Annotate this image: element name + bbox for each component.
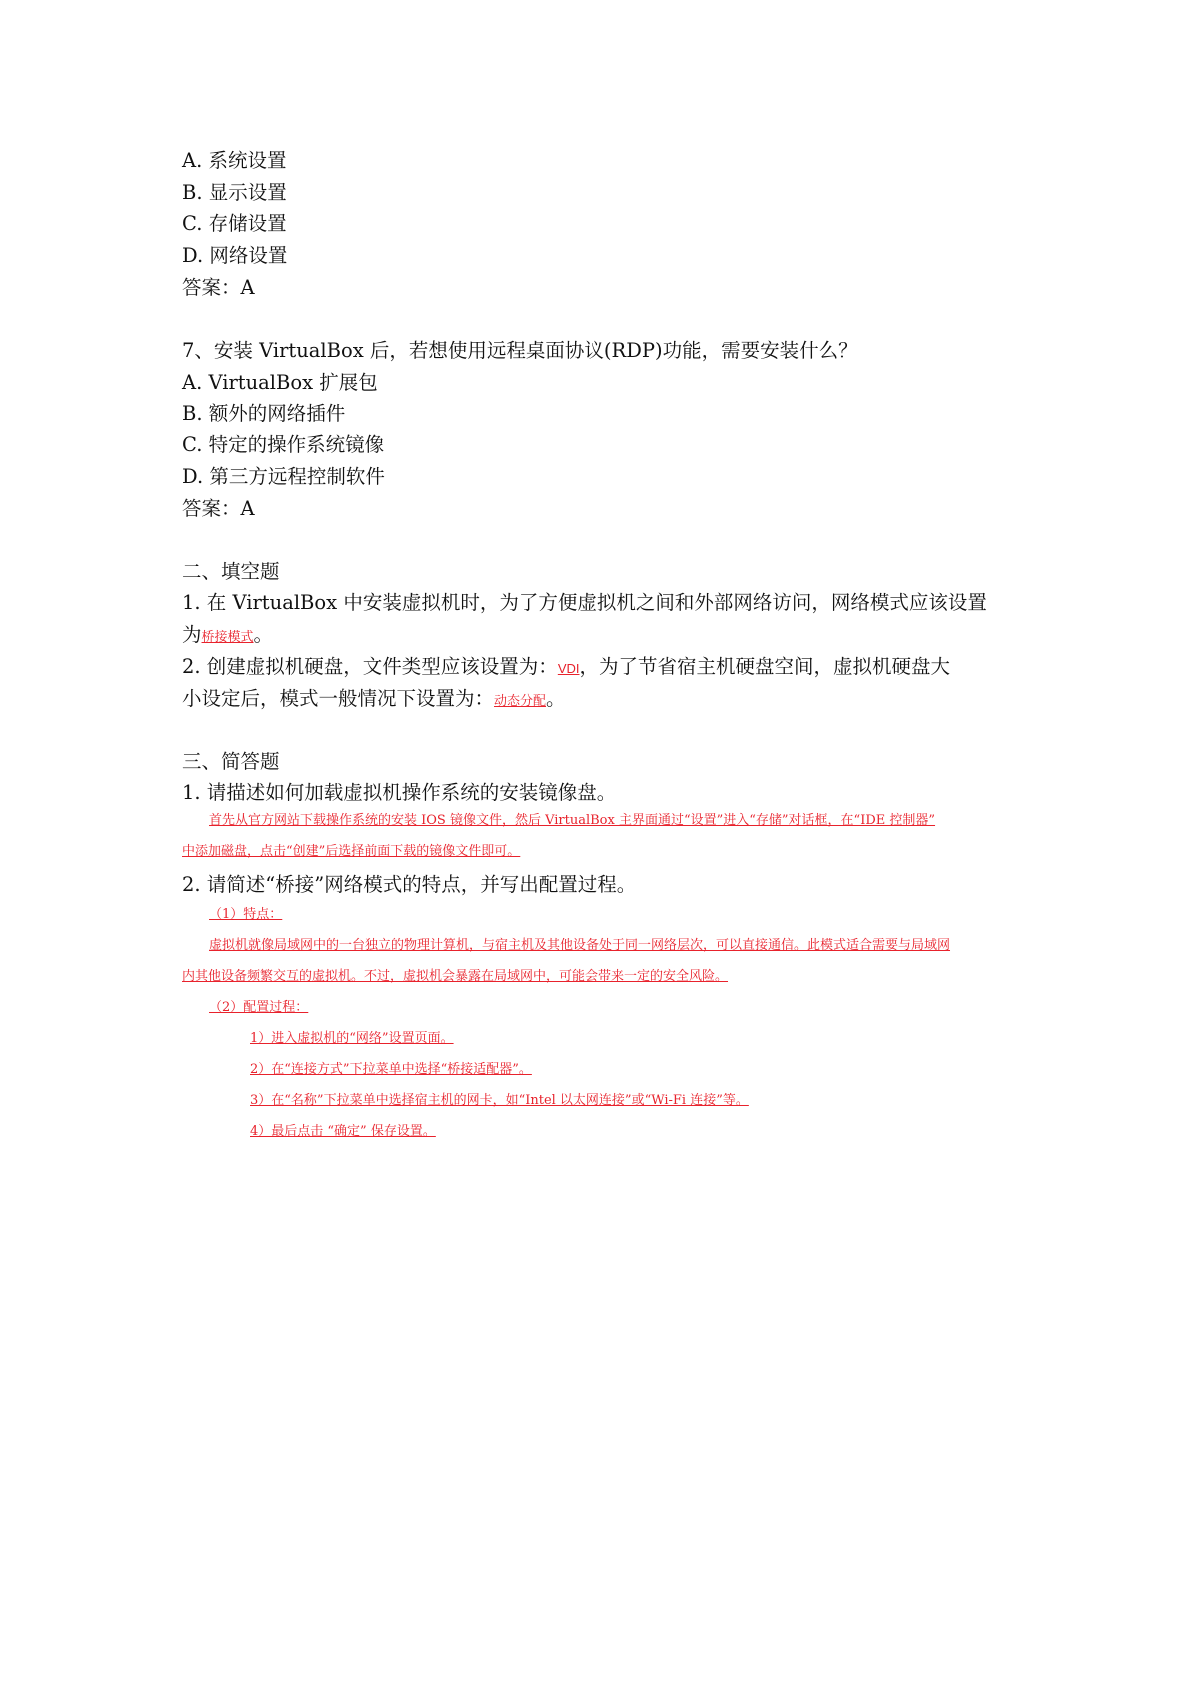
fill-section-title: 二、填空题 [182,560,280,583]
fill-q1-line1: 1. 在 VirtualBox 中安装虚拟机时，为了方便虚拟机之间和外部网络访问，网络模式应该设置 [182,591,987,614]
q6-option-b: B. 显示设置 [182,181,287,204]
q7-question: 7、安装 VirtualBox 后，若想使用远程桌面协议(RDP)功能，需要安装什么？ [182,339,858,362]
q7-option-d: D. 第三方远程控制软件 [182,465,385,488]
q7-option-a: A. VirtualBox 扩展包 [182,371,378,394]
fill-q1-prefix: 为 [182,623,202,646]
fill-q2-prefix: 2. 创建虚拟机硬盘，文件类型应该设置为： [182,655,558,678]
fill-q1-answer: 桥接模式 [201,630,254,645]
short-q2-feature-line2: 内其他设备频繁交互的虚拟机。不过，虚拟机会暴露在局域网中，可能会带来一定的安全风险。 [182,969,729,984]
q6-option-a: A. 系统设置 [182,149,287,172]
short-q1: 1. 请描述如何加载虚拟机操作系统的安装镜像盘。 [182,781,617,804]
short-q2-step-4: 4）最后点击 “确定” 保存设置。 [250,1124,436,1139]
q6-answer: 答案：A [182,276,255,299]
short-q2-step-2: 2）在“连接方式”下拉菜单中选择“桥接适配器”。 [250,1062,532,1077]
fill-q2-answer-dynamic: 动态分配 [494,694,547,709]
short-q2-step-1: 1）进入虚拟机的“网络”设置页面。 [250,1031,454,1046]
fill-q2-line2-suffix: 。 [546,687,566,710]
short-q2-feature-title: （1）特点： [209,907,283,922]
fill-q2-suffix: ，为了节省宿主机硬盘空间，虚拟机硬盘大 [579,655,950,678]
q7-answer: 答案：A [182,497,255,520]
short-q1-answer-line2: 中添加磁盘，点击“创建”后选择前面下载的镜像文件即可。 [182,844,521,859]
q7-option-c: C. 特定的操作系统镜像 [182,433,385,456]
short-q2-step-3: 3）在“名称”下拉菜单中选择宿主机的网卡，如“Intel 以太网连接”或“Wi-Fi 连接”等。 [250,1093,749,1108]
short-q2-feature-line1: 虚拟机就像局域网中的一台独立的物理计算机，与宿主机及其他设备处于同一网络层次，可以直接通信。此模式适合需要与局域网 [209,938,951,953]
fill-q1-suffix: 。 [253,623,274,646]
q6-option-c: C. 存储设置 [182,212,287,235]
short-section-title: 三、简答题 [182,750,280,773]
fill-q1-line2 [182,625,273,645]
fill-q2-line2 [182,689,566,709]
short-q1-answer-line1: 首先从官方网站下载操作系统的安装 IOS 镜像文件，然后 VirtualBox 主界面通过“设置”进入“存储”对话框，在“IDE 控制器” [209,813,936,828]
q6-option-d: D. 网络设置 [182,244,288,267]
fill-q2-line2-prefix: 小设定后，模式一般情况下设置为： [182,687,495,710]
fill-q2-answer-vdi: VDI [557,661,580,676]
short-q2: 2. 请简述“桥接”网络模式的特点，并写出配置过程。 [182,873,637,896]
fill-q2-line1 [182,657,950,677]
short-q2-config-title: （2）配置过程： [209,1000,309,1015]
q7-option-b: B. 额外的网络插件 [182,402,346,425]
